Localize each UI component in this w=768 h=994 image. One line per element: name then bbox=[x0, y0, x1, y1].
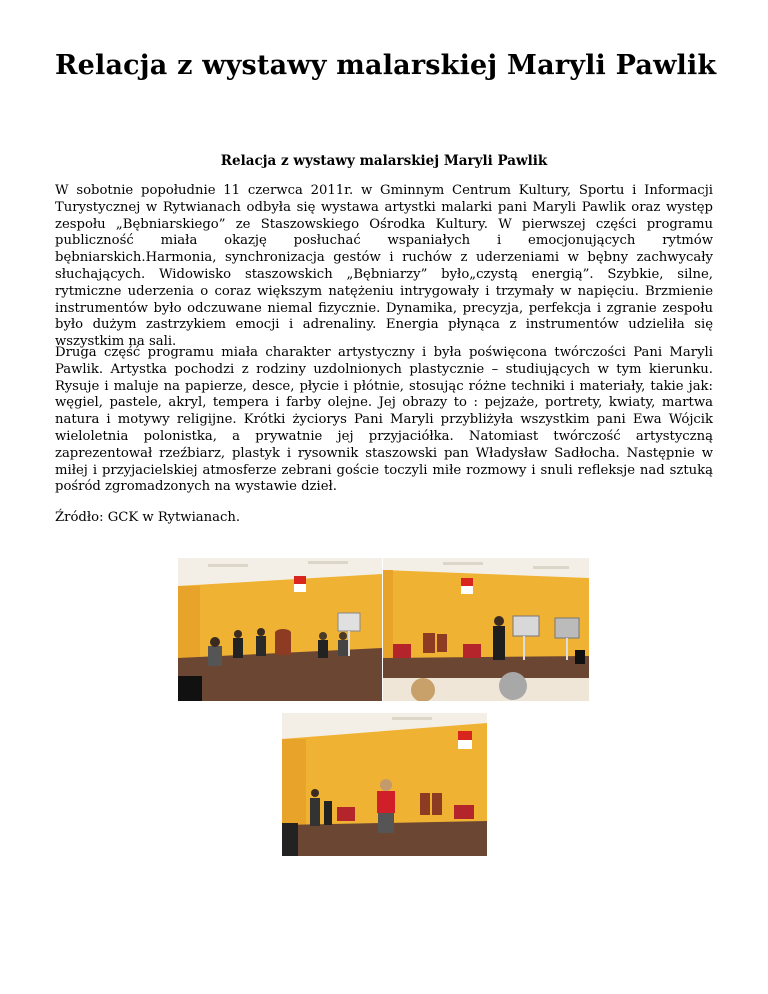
paragraph-2: Druga część programu miała charakter artystyczny i była poświęcona twórczości Pani Maryli Pawlik. Artystka pochodzi z rodziny uzdolnionych plastycznie – studiujących w tym kierunku. Rysuje i maluje na papierze, desce, płycie i płótnie, stosując różne techniki i materiały, takie jak: węgiel, pastele, akryl, tempera i farby olejne. Jej obrazy to : pejzaże, portrety, kwiaty, martwa natura i motywy religijne. Krótki życiorys Pani Maryli przybliżyła wszystkim pani Ewa Wójcik wieloletnia polonistka, a prywatnie jej przyjaciółka. Natomiast twórczość artystyczną zaprezentował rzeźbiarz, plastyk i rysownik staszowski pan Władysław Sadłocha. Następnie w miłej i przyjacielskiej atmosferze zebrani goście toczyli miłe rozmowy i snuli refleksje nad sztuką pośród zgromadzonych na wystawie dzieł. bbox=[55, 345, 713, 495]
article-heading: Relacja z wystawy malarskiej Maryli Pawlik bbox=[220, 153, 548, 169]
photo-drummers bbox=[178, 558, 382, 701]
paragraph-1: W sobotnie popołudnie 11 czerwca 2011r. w Gminnym Centrum Kultury, Sportu i Informacji Turystycznej w Rytwianach odbyła się wystawa artystki malarki pani Maryli Pawlik oraz występ zespołu „Bębniarskiego” ze Staszowskiego Ośrodka Kultury. W pierwszej części programu publiczność miała okazję posłuchać wspaniałych i emocjonujących rytmów bębniarskich.Harmonia, synchronizacja gestów i ruchów z uderzeniami w bębny zachwycały słuchających. Widowisko staszowskich „Bębniarzy” było„czystą energią”. Szybkie, silne, rytmiczne uderzenia o coraz większym natężeniu intrygowały i trzymały w napięciu. Brzmienie instrumentów było odczuwane niemal fizycznie. Dynamika, precyzja, perfekcja i zgranie zespołu było dużym zastrzykiem emocji i adrenaliny. Energia płynąca z instrumentów udzieliła się wszystkim na sali. bbox=[55, 183, 713, 350]
source-line: Źródło: GCK w Rytwianach. bbox=[55, 510, 241, 525]
photo-presenter bbox=[282, 713, 487, 856]
photo-speaker bbox=[383, 558, 589, 701]
page-title: Relacja z wystawy malarskiej Maryli Pawlik bbox=[55, 50, 717, 81]
